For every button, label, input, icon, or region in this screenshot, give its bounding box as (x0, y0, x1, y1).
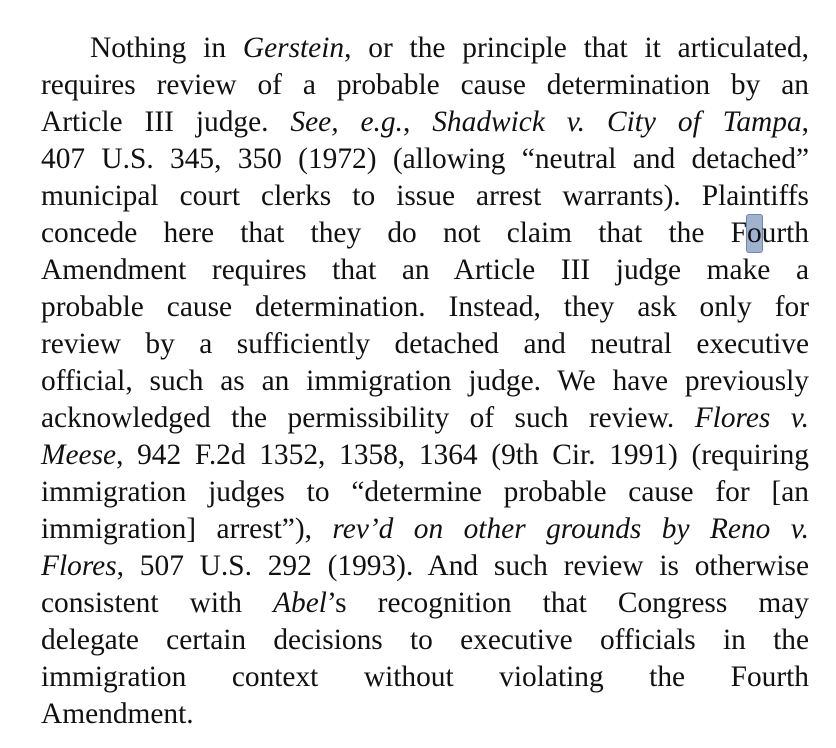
text-line: municipal court clerks to issue arrest warrants). Plaintiffs (41, 180, 809, 212)
text-line: Amendment requires that an Article III judge make a (41, 254, 809, 286)
text-run: consistent with (41, 587, 274, 619)
text-line: probable cause determination. Instead, they ask only for (41, 291, 809, 323)
text-line (41, 548, 809, 585)
case-name-flores: Flores (41, 550, 117, 582)
case-name-abel: Abel (273, 587, 327, 619)
text-line: immigration judges to “determine probable cause for [an (41, 476, 809, 508)
text-line (41, 400, 809, 437)
text-run: immigration] arrest”), (41, 513, 333, 545)
text-line: Amendment. (41, 698, 194, 730)
text-run: , or the principle that it articulated, (344, 32, 809, 64)
case-name-meese: Meese (41, 439, 117, 471)
text-line: official, such as an immigration judge. We have previously (41, 365, 809, 397)
text-run: Nothing in (90, 32, 243, 64)
subsequent-history: rev’d on other grounds by Reno v. (332, 513, 809, 545)
text-run: ’s recognition that Congress may (326, 587, 809, 619)
case-name-gerstein: Gerstein (242, 32, 345, 64)
text-cursor-highlight[interactable]: o (747, 215, 762, 252)
text-line: review by a sufficiently detached and neutral executive (41, 328, 809, 360)
text-run: , 942 F.2d 1352, 1358, 1364 (9th Cir. 1991) (requiring (116, 439, 809, 471)
case-name-flores: Flores v. (694, 402, 809, 434)
text-line (41, 30, 809, 67)
text-run: , 507 U.S. 292 (1993). And such review is otherwise (116, 550, 809, 582)
text-line (41, 585, 809, 622)
case-name-shadwick: Shadwick v. City of Tampa (432, 106, 802, 138)
text-line: requires review of a probable cause determination by an (41, 69, 809, 101)
text-line (41, 215, 809, 252)
text-line (41, 511, 809, 548)
text-run: concede here that they do not claim that the F (41, 217, 747, 249)
text-run: Article III judge. (41, 106, 291, 138)
text-line (41, 104, 809, 141)
text-run: acknowledged the permissibility of such review. (41, 402, 695, 434)
text-line: delegate certain decisions to executive officials in the (41, 624, 809, 656)
text-line: 407 U.S. 345, 350 (1972) (allowing “neutral and detached” (41, 143, 809, 175)
text-run: , (402, 106, 433, 138)
opinion-paragraph (41, 30, 809, 733)
text-line (41, 437, 809, 474)
text-run: urth (761, 217, 809, 249)
text-line: immigration context without violating the Fourth (41, 661, 809, 693)
text-run: , (801, 106, 809, 138)
citation-signal: See, e.g. (290, 106, 403, 138)
